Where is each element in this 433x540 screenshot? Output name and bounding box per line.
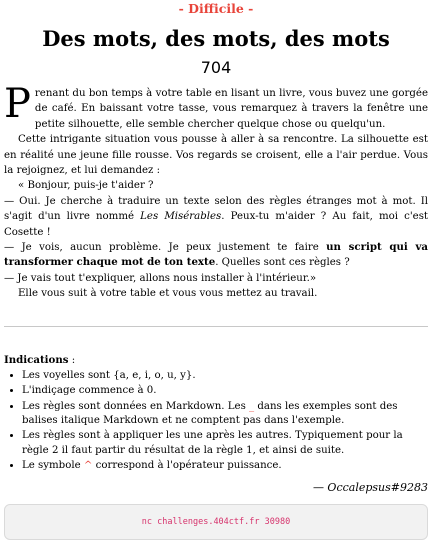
- list-item: [22, 459, 428, 473]
- dialogue-line-3: [4, 240, 428, 271]
- story-paragraph-2: Cette intrigante situation vous pousse à aller à sa rencontre. La silhouette est en réalité une jeune fille rousse. Vos regards se croisent, elle a l'air perdue. Vous la rejoignez, et lui demandez :: [4, 134, 428, 177]
- dialogue-line-3b: . Quelles sont ces règles ?: [215, 257, 350, 269]
- list-item: • Les voyelles sont {a, e, i, o, u, y}.: [22, 369, 428, 383]
- dialogue-line-3a: — Je vois, aucun problème. Je peux justement te faire: [4, 242, 327, 254]
- rule3-part-b: dans les exemples sont des balises italique Markdown et ne comptent pas dans l'exemple.: [22, 400, 398, 426]
- rule3-part-a: Les règles sont données en Markdown. Les: [22, 400, 250, 412]
- book-title: Les Misérables: [140, 211, 222, 223]
- challenge-title: Des mots, des mots, des mots: [42, 26, 390, 51]
- rule5-part-a: Le symbole: [22, 460, 84, 472]
- story-closing: Elle vous suit à votre table et vous vous mettez au travail.: [18, 288, 318, 300]
- dialogue-line-4: — Je vais tout t'expliquer, allons nous installer à l'intérieur.»: [4, 272, 317, 284]
- dialogue-line-2a: — Oui. Je cherche à traduire un texte selon des règles étranges mot à mot. Il s'agit d'un livre nommé: [4, 195, 428, 223]
- dialogue-line-2: [4, 194, 428, 240]
- drop-cap: P: [4, 81, 31, 127]
- challenge-points: 704: [200, 58, 232, 77]
- rule5-part-b: correspond à l'opérateur puissance.: [92, 460, 282, 472]
- story-text: [4, 81, 429, 302]
- indications-label: Indications: [4, 353, 69, 366]
- story-paragraph-1: [4, 81, 428, 132]
- indications-colon: :: [68, 354, 76, 366]
- indications-list: [4, 369, 428, 474]
- author-signature: — Occalepsus#9283: [312, 480, 428, 494]
- list-item: • Les règles sont à appliquer les une après les autres. Typiquement pour la règle 2 il faut partir du résultat de la règle 1, et ainsi de suite.: [22, 429, 428, 458]
- command-box[interactable]: [4, 504, 428, 540]
- story-p1-text: renant du bon temps à votre table en lisant un livre, vous buvez une gorgée de café. En baissant votre tasse, vous remarquez à travers la fenêtre une petite silhouette, elle semble chercher quelque chose ou quelqu'un.: [34, 88, 428, 130]
- list-item: [22, 400, 428, 429]
- section-divider: [4, 326, 428, 327]
- difficulty-label: - Difficile -: [178, 1, 254, 16]
- indications-heading: [4, 353, 428, 368]
- dialogue-line-2b: . Peux-tu m'aider ? Au fait, moi c'est Cosette !: [4, 211, 429, 238]
- underscore-symbol: _: [249, 400, 255, 412]
- caret-symbol: ^: [83, 460, 93, 472]
- dialogue-line-1: « Bonjour, puis-je t'aider ?: [18, 180, 154, 192]
- challenge-page: [0, 1, 433, 540]
- dialogue-line-3-bold: un script qui va transformer chaque mot de ton texte: [4, 241, 428, 269]
- list-item: • L'indiçage commence à 0.: [22, 384, 428, 398]
- command-text[interactable]: nc challenges.404ctf.fr 30980: [141, 516, 291, 527]
